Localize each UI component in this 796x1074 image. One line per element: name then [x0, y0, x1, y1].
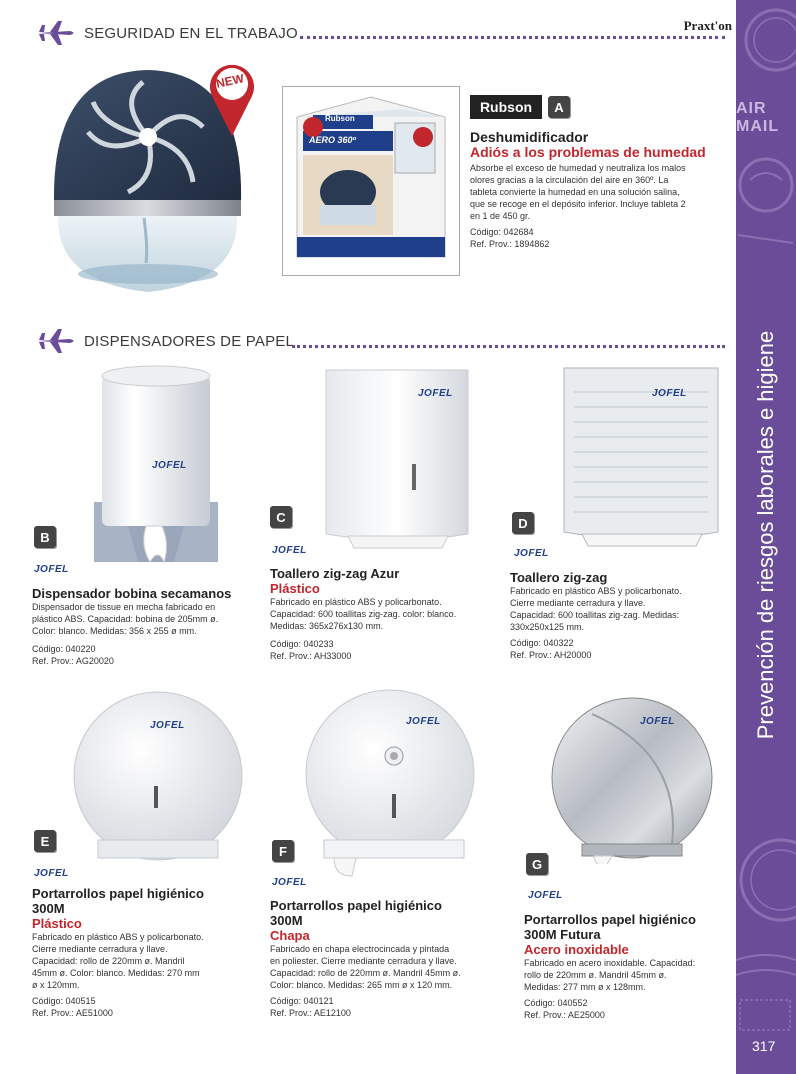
jofel-logo-on-product: JOFEL: [406, 716, 441, 727]
product-title: Portarrollos papel higiénico: [270, 898, 442, 913]
product-subtitle: Plástico: [270, 581, 320, 596]
product-badge: D: [512, 512, 534, 534]
category-label-text: Prevención de riesgos laborales e higiene: [753, 330, 779, 740]
jofel-logo: JOFEL: [272, 877, 307, 888]
jofel-logo-on-product: JOFEL: [652, 388, 687, 399]
airplane-icon: [36, 20, 78, 46]
product-code: Código: 040121: [270, 996, 334, 1006]
jofel-logo: JOFEL: [514, 548, 549, 559]
product-title: Portarrollos papel higiénico: [524, 912, 696, 927]
box-brand: Rubson: [325, 114, 355, 123]
product-g-info: [524, 912, 734, 1021]
product-title: Toallero zig-zag Azur: [270, 566, 400, 581]
product-title: Deshumidificador: [470, 129, 589, 145]
product-d-info: [510, 570, 732, 661]
product-ref: Ref. Prov.: AH20000: [510, 650, 592, 660]
product-description: Dispensador de tissue en mecha fabricado en plástico ABS. Capacidad: bobina de 205mm ø. Color: blanco. Medidas: 356 x 255 ø mm.: [32, 602, 219, 636]
product-badge: A: [548, 96, 570, 118]
product-description: Fabricado en plástico ABS y policarbonato. Cierre mediante cerradura y llave. Capacidad: 600 toallitas zig-zag. Medidas: 330x250x125 mm.: [510, 586, 682, 632]
product-code: Código: 040322: [510, 638, 574, 648]
page-number: 317: [752, 1038, 776, 1054]
product-title: Toallero zig-zag: [510, 570, 608, 585]
product-code: Código: 042684: [470, 227, 534, 237]
jofel-logo-on-product: JOFEL: [640, 716, 675, 727]
jofel-logo-on-product: JOFEL: [150, 720, 185, 731]
toilet-roll-chapa-image: [294, 688, 484, 888]
new-marker-icon: [206, 58, 258, 138]
section-header-dispensers: [36, 328, 294, 354]
rubson-logo: Rubson: [470, 95, 542, 119]
product-badge: F: [272, 840, 294, 862]
box-model: AERO 360º: [309, 135, 356, 145]
product-title-line2: 300M: [32, 901, 65, 916]
jofel-logo: JOFEL: [34, 564, 69, 575]
product-a-info: [470, 130, 732, 250]
section-header-safety: [36, 20, 298, 46]
product-code: Código: 040233: [270, 639, 334, 649]
product-title-line2: 300M Futura: [524, 927, 601, 942]
product-badge: E: [34, 830, 56, 852]
product-ref: Ref. Prov.: 1894862: [470, 239, 550, 249]
product-subtitle: Acero inoxidable: [524, 942, 629, 957]
product-ref: Ref. Prov.: AG20020: [32, 656, 114, 666]
product-box-image: [283, 87, 459, 275]
jofel-logo: JOFEL: [34, 868, 69, 879]
product-badge: C: [270, 506, 292, 528]
toilet-roll-inox-image: [532, 694, 732, 864]
product-description: Fabricado en acero inoxidable. Capacidad: rollo de 220mm ø. Mandril 45mm ø. Medidas: 277 mm ø x 128mm.: [524, 958, 696, 992]
product-description: Absorbe el exceso de humedad y neutraliza los malos olores gracias a la circulación del aire en 360º. La tableta convierte la humedad en una solución salina, que se recoge en el depósito inferior. Incluye tableta 2 en 1 de 450 gr.: [470, 163, 686, 221]
brand-logo: Praxt'on: [683, 18, 732, 33]
section-divider: [292, 345, 725, 348]
product-subtitle: Adiós a los problemas de humedad: [470, 144, 706, 160]
product-description: Fabricado en plástico ABS y policarbonato. Capacidad: 600 toallitas zig-zag. color: blanco. Medidas: 365x276x130 mm.: [270, 597, 457, 631]
product-ref: Ref. Prov.: AH33000: [270, 651, 352, 661]
product-code: Código: 040552: [524, 998, 588, 1008]
product-box-frame: [282, 86, 460, 276]
product-title-line2: 300M: [270, 913, 303, 928]
section-divider: [300, 36, 725, 39]
product-subtitle: Plástico: [32, 916, 82, 931]
product-title: Portarrollos papel higiénico: [32, 886, 204, 901]
product-badge: B: [34, 526, 56, 548]
product-b-info: [32, 586, 262, 667]
product-f-info: [270, 898, 510, 1019]
toilet-roll-plastic-image: [58, 690, 258, 870]
product-ref: Ref. Prov.: AE12100: [270, 1008, 351, 1018]
jofel-logo: JOFEL: [528, 890, 563, 901]
product-e-info: [32, 886, 262, 1019]
section-title: DISPENSADORES DE PAPEL: [84, 332, 295, 350]
product-code: Código: 040515: [32, 996, 96, 1006]
product-badge: G: [526, 853, 548, 875]
product-title: Dispensador bobina secamanos: [32, 586, 232, 601]
zigzag-azur-image: [318, 364, 478, 554]
new-badge-text: NEW: [214, 71, 246, 91]
jofel-logo-on-product: JOFEL: [418, 388, 453, 399]
product-code: Código: 040220: [32, 644, 96, 654]
zigzag-image: [558, 362, 728, 552]
jofel-logo-on-product: JOFEL: [152, 460, 187, 471]
air-mail-stamp: AIR MAIL: [736, 100, 780, 135]
jofel-logo: JOFEL: [272, 545, 307, 556]
product-subtitle: Chapa: [270, 928, 310, 943]
product-ref: Ref. Prov.: AE25000: [524, 1010, 605, 1020]
section-title: SEGURIDAD EN EL TRABAJO: [84, 24, 298, 42]
product-ref: Ref. Prov.: AE51000: [32, 1008, 113, 1018]
product-description: Fabricado en chapa electrocincada y pintada en poliester. Cierre mediante cerradura y llave. Capacidad: rollo de 220mm ø. Mandril 45mm ø. Color: blanco. Medidas: 265 mm ø x 120 mm.: [270, 944, 461, 990]
product-description: Fabricado en plástico ABS y policarbonato. Cierre mediante cerradura y llave. Capacidad: rollo de 220mm ø. Mandril 45mm ø. Color: blanco. Medidas: 270 mm ø x 120mm.: [32, 932, 204, 990]
category-vertical-label: [740, 285, 792, 785]
airplane-icon: [36, 328, 78, 354]
product-c-info: [270, 566, 500, 662]
